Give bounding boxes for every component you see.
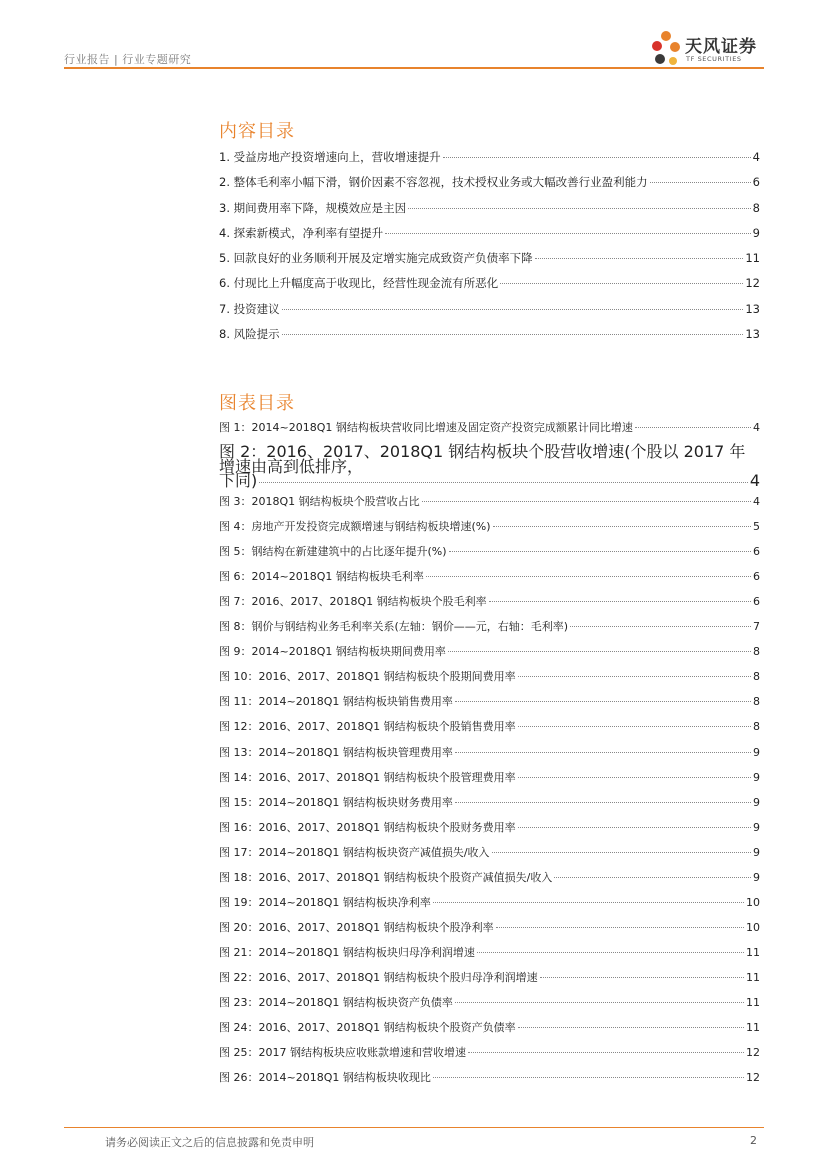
toc-leader-dots xyxy=(477,952,744,953)
toc-entry-page: 8 xyxy=(753,645,760,659)
toc-leader-dots xyxy=(518,777,751,778)
toc-entry-page: 8 xyxy=(753,720,760,734)
toc-entry-page: 9 xyxy=(753,820,760,834)
toc-entry[interactable] xyxy=(219,518,760,543)
footer-disclaimer: 请务必阅读正文之后的信息披露和免责申明 xyxy=(105,1136,314,1149)
toc-entry-page: 5 xyxy=(753,520,760,534)
toc-leader-dots xyxy=(259,482,748,483)
toc-entry-label: 7. 投资建议 xyxy=(219,301,280,316)
toc-entry-label: 图 17：2014~2018Q1 钢结构板块资产减值损失/收入 xyxy=(219,845,490,859)
toc-entry-label: 3. 期间费用率下降，规模效应是主因 xyxy=(219,200,407,215)
toc-entry-page: 9 xyxy=(753,870,760,884)
toc-entry-label: 图 19：2014~2018Q1 钢结构板块净利率 xyxy=(219,895,431,909)
contents-title: 内容目录 xyxy=(219,121,295,142)
toc-entry[interactable] xyxy=(219,994,760,1019)
toc-entry-page: 12 xyxy=(746,1046,760,1060)
toc-entry[interactable] xyxy=(219,1019,760,1044)
toc-entry-page: 4 xyxy=(749,471,760,491)
toc-leader-dots xyxy=(518,726,751,727)
toc-entry-page: 6 xyxy=(753,570,760,584)
toc-leader-dots xyxy=(554,877,751,878)
toc-entry[interactable] xyxy=(219,894,760,919)
toc-entry[interactable] xyxy=(219,668,760,693)
toc-entry[interactable] xyxy=(219,419,760,444)
toc-entry-label: 5. 回款良好的业务顺利开展及定增实施完成致资产负债率下降 xyxy=(219,251,533,266)
toc-entry[interactable] xyxy=(219,1044,760,1069)
toc-entry[interactable] xyxy=(219,869,760,894)
toc-leader-dots xyxy=(282,334,744,335)
toc-entry-label: 图 12：2016、2017、2018Q1 钢结构板块个股销售费用率 xyxy=(219,720,516,734)
toc-entry-page: 11 xyxy=(746,970,760,984)
toc-entry-page: 10 xyxy=(746,895,760,909)
toc-leader-dots xyxy=(492,852,751,853)
toc-entry-page: 9 xyxy=(753,795,760,809)
toc-entry-page: 4 xyxy=(752,150,760,164)
toc-entry[interactable] xyxy=(219,769,760,794)
toc-entry[interactable] xyxy=(219,301,760,326)
toc-entry-page: 11 xyxy=(745,251,760,266)
toc-entry-label: 图 3：2018Q1 钢结构板块个股营收占比 xyxy=(219,495,420,509)
toc-leader-dots xyxy=(422,501,751,502)
toc-entry-label: 图 23：2014~2018Q1 钢结构板块资产负债率 xyxy=(219,995,453,1009)
toc-leader-dots xyxy=(493,526,751,527)
toc-entry-label: 图 21：2014~2018Q1 钢结构板块归母净利润增速 xyxy=(219,945,475,959)
toc-entry-page: 9 xyxy=(753,745,760,759)
toc-entry-page: 11 xyxy=(746,1021,760,1035)
toc-entry-label: 图 8：钢价与钢结构业务毛利率关系(左轴：钢价——元，右轴：毛利率) xyxy=(219,620,569,634)
toc-entry-label: 图 5：钢结构在新建建筑中的占比逐年提升(%) xyxy=(219,545,447,559)
toc-leader-dots xyxy=(635,427,751,428)
toc-entry[interactable] xyxy=(219,944,760,969)
toc-entry-page: 6 xyxy=(753,595,760,609)
toc-entry-page: 10 xyxy=(746,920,760,934)
toc-leader-dots xyxy=(448,651,751,652)
toc-entry[interactable] xyxy=(219,543,760,568)
toc-entry-page: 8 xyxy=(753,695,760,709)
toc-entry-page: 12 xyxy=(745,276,760,291)
toc-entry[interactable] xyxy=(219,174,760,199)
toc-entry-label: 8. 风险提示 xyxy=(219,327,280,342)
toc-leader-dots xyxy=(650,182,751,183)
toc-entry-label: 2. 整体毛利率小幅下滑，钢价因素不容忽视，技术授权业务或大幅改善行业盈利能力 xyxy=(219,175,648,190)
contents-list xyxy=(219,149,760,351)
toc-entry[interactable] xyxy=(219,718,760,743)
toc-entry-page: 8 xyxy=(752,200,760,215)
toc-entry-label: 图 20：2016、2017、2018Q1 钢结构板块个股净利率 xyxy=(219,920,494,934)
toc-entry-label: 图 25：2017 钢结构板块应收账款增速和营收增速 xyxy=(219,1046,466,1060)
toc-entry-label: 图 10：2016、2017、2018Q1 钢结构板块个股期间费用率 xyxy=(219,670,516,684)
toc-entry[interactable] xyxy=(219,643,760,668)
toc-entry[interactable] xyxy=(219,275,760,300)
logo-name: 天风证券 xyxy=(685,37,757,57)
toc-entry-label: 4. 探索新模式，净利率有望提升 xyxy=(219,225,384,240)
toc-leader-dots xyxy=(282,309,744,310)
toc-entry[interactable] xyxy=(219,444,760,493)
toc-leader-dots xyxy=(570,626,751,627)
toc-entry[interactable] xyxy=(219,919,760,944)
toc-entry-label: 图 4：房地产开发投资完成额增速与钢结构板块增速(%) xyxy=(219,520,491,534)
figures-list xyxy=(219,419,760,1094)
toc-entry-page: 9 xyxy=(753,845,760,859)
toc-entry-label: 图 7：2016、2017、2018Q1 钢结构板块个股毛利率 xyxy=(219,595,487,609)
toc-entry-page: 4 xyxy=(753,495,760,509)
toc-entry-label: 图 18：2016、2017、2018Q1 钢结构板块个股资产减值损失/收入 xyxy=(219,870,553,884)
toc-leader-dots xyxy=(433,902,744,903)
toc-leader-dots xyxy=(540,977,744,978)
toc-entry[interactable] xyxy=(219,844,760,869)
toc-entry-page: 6 xyxy=(753,545,760,559)
toc-entry-label: 图 16：2016、2017、2018Q1 钢结构板块个股财务费用率 xyxy=(219,820,516,834)
toc-entry-label: 图 22：2016、2017、2018Q1 钢结构板块个股归母净利润增速 xyxy=(219,970,538,984)
toc-entry[interactable] xyxy=(219,593,760,618)
logo-subtitle: TF SECURITIES xyxy=(686,55,742,63)
toc-entry-page: 12 xyxy=(746,1071,760,1085)
figures-title: 图表目录 xyxy=(219,393,295,414)
toc-entry[interactable] xyxy=(219,225,760,250)
toc-leader-dots xyxy=(518,676,751,677)
toc-leader-dots xyxy=(518,827,751,828)
toc-entry-page: 13 xyxy=(745,327,760,342)
toc-entry[interactable] xyxy=(219,693,760,718)
toc-entry[interactable] xyxy=(219,744,760,769)
toc-entry[interactable] xyxy=(219,819,760,844)
toc-entry[interactable] xyxy=(219,794,760,819)
toc-entry[interactable] xyxy=(219,1069,760,1094)
toc-entry-label: 图 11：2014~2018Q1 钢结构板块销售费用率 xyxy=(219,695,453,709)
toc-leader-dots xyxy=(489,601,751,602)
toc-entry-page: 9 xyxy=(752,225,760,240)
page-number: 2 xyxy=(750,1134,757,1147)
toc-entry[interactable] xyxy=(219,149,760,174)
toc-entry[interactable] xyxy=(219,493,760,518)
toc-leader-dots xyxy=(496,927,744,928)
toc-leader-dots xyxy=(468,1052,744,1053)
toc-entry-label-continued: 下同) xyxy=(219,471,258,491)
toc-leader-dots xyxy=(385,233,751,234)
toc-entry-page: 9 xyxy=(753,770,760,784)
toc-leader-dots xyxy=(449,551,751,552)
toc-leader-dots xyxy=(500,283,743,284)
toc-entry-line2 xyxy=(219,471,760,491)
toc-leader-dots xyxy=(535,258,744,259)
toc-entry-page: 4 xyxy=(753,421,760,434)
toc-entry-label: 图 24：2016、2017、2018Q1 钢结构板块个股资产负债率 xyxy=(219,1021,516,1035)
toc-entry[interactable] xyxy=(219,568,760,593)
company-logo xyxy=(648,26,768,70)
toc-entry-page: 11 xyxy=(746,995,760,1009)
toc-entry[interactable] xyxy=(219,618,760,643)
toc-entry-page: 7 xyxy=(753,620,760,634)
toc-entry-label: 图 26：2014~2018Q1 钢结构板块收现比 xyxy=(219,1071,431,1085)
toc-entry-label: 图 2：2016、2017、2018Q1 钢结构板块个股营收增速(个股以 2017 年增速由高到低排序， xyxy=(219,442,746,477)
toc-leader-dots xyxy=(455,701,751,702)
toc-leader-dots xyxy=(455,752,751,753)
toc-entry-label: 图 13：2014~2018Q1 钢结构板块管理费用率 xyxy=(219,745,453,759)
toc-entry-label: 图 6：2014~2018Q1 钢结构板块毛利率 xyxy=(219,570,424,584)
toc-leader-dots xyxy=(408,208,751,209)
toc-entry[interactable] xyxy=(219,969,760,994)
toc-entry[interactable] xyxy=(219,200,760,225)
toc-entry-label: 图 9：2014~2018Q1 钢结构板块期间费用率 xyxy=(219,645,446,659)
toc-leader-dots xyxy=(455,802,751,803)
footer-divider xyxy=(64,1127,764,1128)
toc-entry-page: 6 xyxy=(752,175,760,190)
toc-entry-label: 图 15：2014~2018Q1 钢结构板块财务费用率 xyxy=(219,795,453,809)
toc-leader-dots xyxy=(455,1002,744,1003)
toc-entry-label: 6. 付现比上升幅度高于收现比，经营性现金流有所恶化 xyxy=(219,276,499,291)
toc-entry[interactable] xyxy=(219,326,760,351)
toc-leader-dots xyxy=(426,576,751,577)
toc-leader-dots xyxy=(433,1077,744,1078)
toc-leader-dots xyxy=(518,1027,744,1028)
header-breadcrumb: 行业报告 | 行业专题研究 xyxy=(64,53,192,66)
toc-entry-label: 1. 受益房地产投资增速向上，营收增速提升 xyxy=(219,150,441,164)
toc-entry[interactable] xyxy=(219,250,760,275)
toc-entry-label: 图 14：2016、2017、2018Q1 钢结构板块个股管理费用率 xyxy=(219,770,516,784)
toc-entry-page: 13 xyxy=(745,301,760,316)
toc-entry-page: 8 xyxy=(753,670,760,684)
toc-leader-dots xyxy=(443,157,751,158)
toc-entry-page: 11 xyxy=(746,945,760,959)
toc-entry-label: 图 1：2014~2018Q1 钢结构板块营收同比增速及固定资产投资完成额累计同比增速 xyxy=(219,421,633,434)
logo-mark-icon xyxy=(648,26,684,70)
